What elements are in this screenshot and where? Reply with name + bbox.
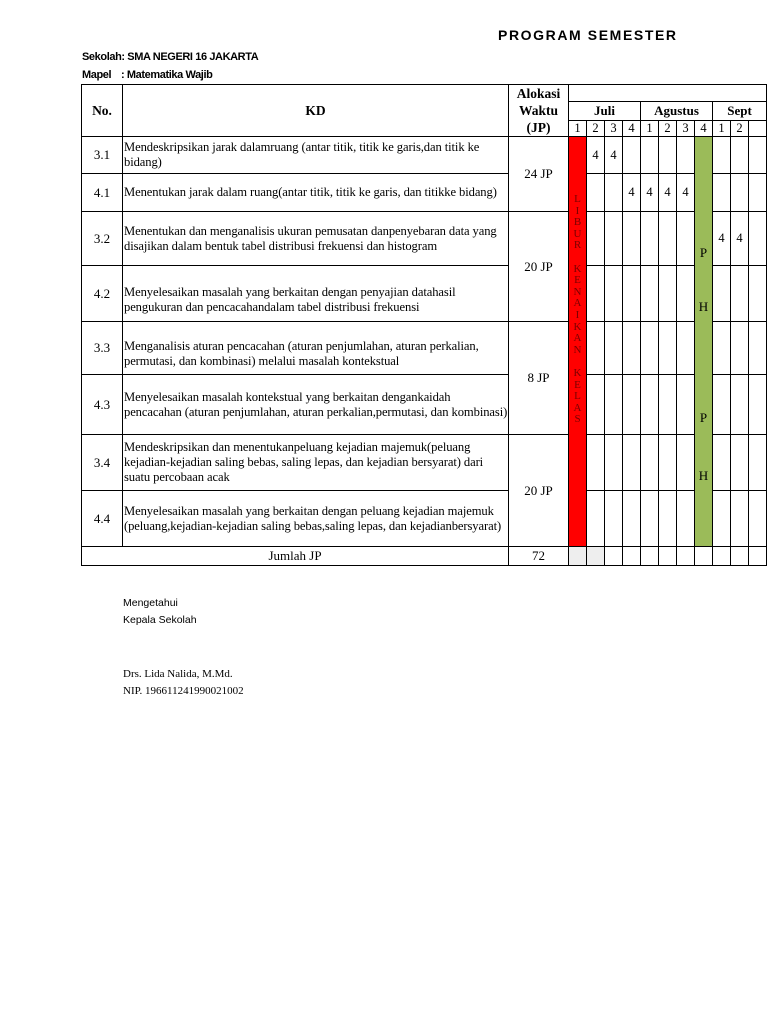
- program-semester-table: [81, 84, 767, 566]
- kd-number: 3.1: [82, 137, 123, 174]
- table-row: [82, 174, 767, 212]
- cell-value: 4: [713, 212, 731, 266]
- cell-value: 4: [605, 137, 623, 174]
- total-label: Jumlah JP: [82, 547, 509, 566]
- kd-description: Mendeskripsikan jarak dalamruang (antar titik, titik ke garis,dan titik ke bidang): [123, 137, 509, 174]
- week-september-1: 1: [713, 121, 731, 137]
- subject-info: [82, 69, 212, 81]
- week-juli-1: 1: [569, 121, 587, 137]
- kd-description: Menyelesaikan masalah kontekstual yang berkaitan dengankaidah pencacahan (aturan penjumlahan, aturan perkalian,permutasi, dan kombinasi): [123, 375, 509, 435]
- table-row: [82, 266, 767, 322]
- cell-value: 4: [623, 174, 641, 212]
- total-value: 72: [509, 547, 569, 566]
- table-row: [82, 212, 767, 266]
- kd-description: Menentukan dan menganalisis ukuran pemusatan danpenyebaran data yang disajikan dalam bentuk tabel distribusi frekuensi dan histogram: [123, 212, 509, 266]
- kd-description: Menentukan jarak dalam ruang(antar titik, titik ke garis, dan titikke bidang): [123, 174, 509, 212]
- total-row: [82, 547, 767, 566]
- week-juli-3: 3: [605, 121, 623, 137]
- cell-value: 4: [659, 174, 677, 212]
- month-september: Sept: [713, 102, 767, 121]
- header-alokasi-line1: Alokasi: [516, 86, 561, 101]
- kd-number: 4.4: [82, 491, 123, 547]
- header-alokasi-line3: (JP): [526, 120, 551, 135]
- cell-value: 4: [587, 137, 605, 174]
- alokasi-value: 8 JP: [509, 322, 569, 435]
- kd-number: 4.3: [82, 375, 123, 435]
- week-agustus-4: 4: [695, 121, 713, 137]
- school-info: [82, 51, 258, 63]
- kd-description: Menyelesaikan masalah yang berkaitan dengan peluang kejadian majemuk (peluang,kejadian-kejadian saling bebas,saling lepas, dan kejadianbersyarat): [123, 491, 509, 547]
- header-no: No.: [82, 85, 123, 137]
- table-row: [82, 435, 767, 491]
- subject-value: : Matematika Wajib: [121, 69, 213, 81]
- week-agustus-3: 3: [677, 121, 695, 137]
- pts-h-mark: H: [698, 468, 709, 483]
- week-agustus-1: 1: [641, 121, 659, 137]
- cell-value: 4: [641, 174, 659, 212]
- header-kd: KD: [123, 85, 509, 137]
- week-juli-4: 4: [623, 121, 641, 137]
- libur-kenaikan-kelas-column: [569, 137, 587, 547]
- week-september-3: [749, 121, 767, 137]
- kd-description: Mendeskripsikan dan menentukanpeluang kejadian majemuk(peluang kejadian-kejadian saling bebas, saling lepas, dan kejadian bersyarat) dari suatu percobaan acak: [123, 435, 509, 491]
- subject-label: Mapel: [82, 69, 112, 81]
- signature-jabatan: Kepala Sekolah: [123, 614, 197, 626]
- signature-nama: Drs. Lida Nalida, M.Md.: [123, 668, 233, 680]
- kd-number: 3.3: [82, 322, 123, 375]
- kd-number: 3.4: [82, 435, 123, 491]
- header-alokasi-line2: Waktu: [518, 103, 559, 118]
- alokasi-value: 20 JP: [509, 435, 569, 547]
- signature-mengetahui: Mengetahui: [123, 597, 178, 609]
- signature-nip: NIP. 196611241990021002: [123, 685, 244, 697]
- kd-number: 4.1: [82, 174, 123, 212]
- pts-column: [695, 137, 713, 547]
- table-row: [82, 137, 767, 174]
- month-juli: Juli: [569, 102, 641, 121]
- pts-h-mark: H: [698, 299, 709, 314]
- table-row: [82, 322, 767, 375]
- table-row: [82, 375, 767, 435]
- pts-p-mark: P: [699, 245, 708, 260]
- header-alokasi: [509, 85, 569, 137]
- program-table-viewport: [81, 84, 768, 578]
- libur-kenaikan-kelas-label: L I B U R K E N A I K A N K E L A S: [573, 193, 582, 426]
- kd-description: Menyelesaikan masalah yang berkaitan dengan penyajian datahasil pengukuran dan pencacahandalam tabel distribusi frekuensi: [123, 266, 509, 322]
- cell-value: 4: [731, 212, 749, 266]
- header-blank: [569, 85, 767, 102]
- kd-number: 3.2: [82, 212, 123, 266]
- kd-description: Menganalisis aturan pencacahan (aturan penjumlahan, aturan perkalian, permutasi, dan kombinasi) melalui masalah kontekstual: [123, 322, 509, 375]
- table-row: [82, 491, 767, 547]
- document-title: PROGRAM SEMESTER: [498, 27, 678, 43]
- kd-number: 4.2: [82, 266, 123, 322]
- week-september-2: 2: [731, 121, 749, 137]
- pts-p-mark: P: [699, 410, 708, 425]
- alokasi-value: 20 JP: [509, 212, 569, 322]
- week-agustus-2: 2: [659, 121, 677, 137]
- school-label: Sekolah: [82, 51, 122, 63]
- cell-value: 4: [677, 174, 695, 212]
- month-agustus: Agustus: [641, 102, 713, 121]
- week-juli-2: 2: [587, 121, 605, 137]
- alokasi-value: 24 JP: [509, 137, 569, 212]
- school-value: : SMA NEGERI 16 JAKARTA: [121, 51, 259, 63]
